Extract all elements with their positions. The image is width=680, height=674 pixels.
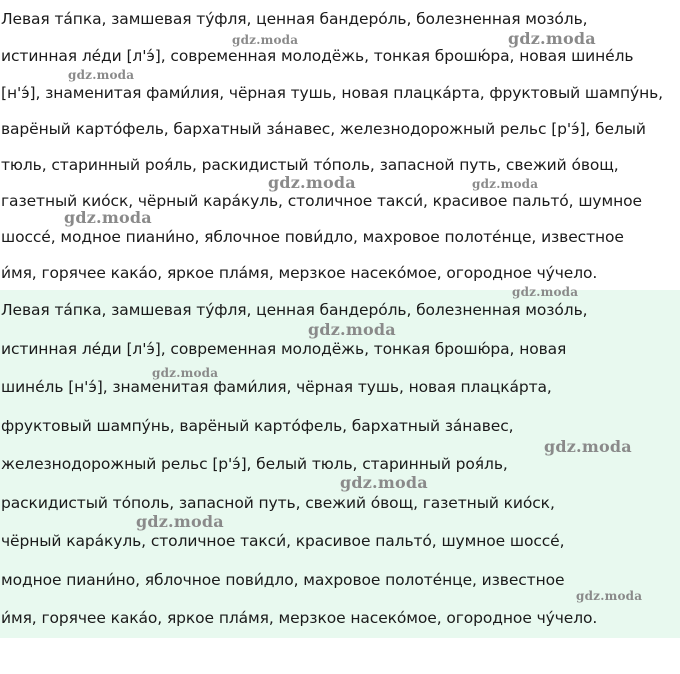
text-line: чёрный кара́куль, столичное такси́, красивое пальто́, шумное шоссе́, [1,532,565,550]
text-line: железнодорожный рельс [р'э́], белый тюль, старинный роя́ль, [1,455,508,473]
answer-highlighted-block [0,290,680,638]
watermark: gdz.moda [268,173,356,192]
watermark: gdz.moda [472,177,539,191]
watermark: gdz.moda [68,68,135,82]
text-line: [н'э́], знаменитая фами́лия, чёрная тушь, новая плацка́рта, фруктовый шампу́нь, [1,84,663,102]
text-line: Левая та́пка, замшевая ту́фля, ценная бандеро́ль, болезненная мозо́ль, [1,10,588,28]
watermark: gdz.moda [576,589,643,603]
text-line: раскидистый то́поль, запасной путь, свежий о́вощ, газетный кио́ск, [1,494,555,512]
text-line: тюль, старинный роя́ль, раскидистый то́поль, запасной путь, свежий о́вощ, [1,156,619,174]
watermark: gdz.moda [308,320,396,339]
text-line: фруктовый шампу́нь, варёный карто́фель, бархатный за́навес, [1,417,514,435]
watermark: gdz.moda [232,33,299,47]
text-line: и́мя, горячее кака́о, яркое пла́мя, мерзкое насеко́мое, огородное чу́чело. [1,264,598,282]
watermark: gdz.moda [512,285,579,299]
watermark: gdz.moda [64,208,152,227]
text-line: истинная ле́ди [л'э́], современная молодёжь, тонкая брошю́ра, новая шине́ль [1,47,634,65]
text-line: шоссе́, модное пиани́но, яблочное пови́дло, махровое полоте́нце, известное [1,228,624,246]
text-line: варёный карто́фель, бархатный за́навес, железнодорожный рельс [р'э́], белый [1,120,646,138]
watermark: gdz.moda [544,437,632,456]
text-line: газетный кио́ск, чёрный кара́куль, столичное такси́, красивое пальто́, шумное [1,192,642,210]
watermark: gdz.moda [340,473,428,492]
text-line: модное пиани́но, яблочное пови́дло, махровое полоте́нце, известное [1,571,565,589]
text-line: шине́ль [н'э́], знаменитая фами́лия, чёрная тушь, новая плацка́рта, [1,378,552,396]
watermark: gdz.moda [136,512,224,531]
text-line: Левая та́пка, замшевая ту́фля, ценная бандеро́ль, болезненная мозо́ль, [1,301,588,319]
watermark: gdz.moda [152,366,219,380]
text-line: и́мя, горячее кака́о, яркое пла́мя, мерзкое насеко́мое, огородное чу́чело. [1,609,598,627]
text-line: истинная ле́ди [л'э́], современная молодёжь, тонкая брошю́ра, новая [1,340,567,358]
watermark: gdz.moda [508,29,596,48]
